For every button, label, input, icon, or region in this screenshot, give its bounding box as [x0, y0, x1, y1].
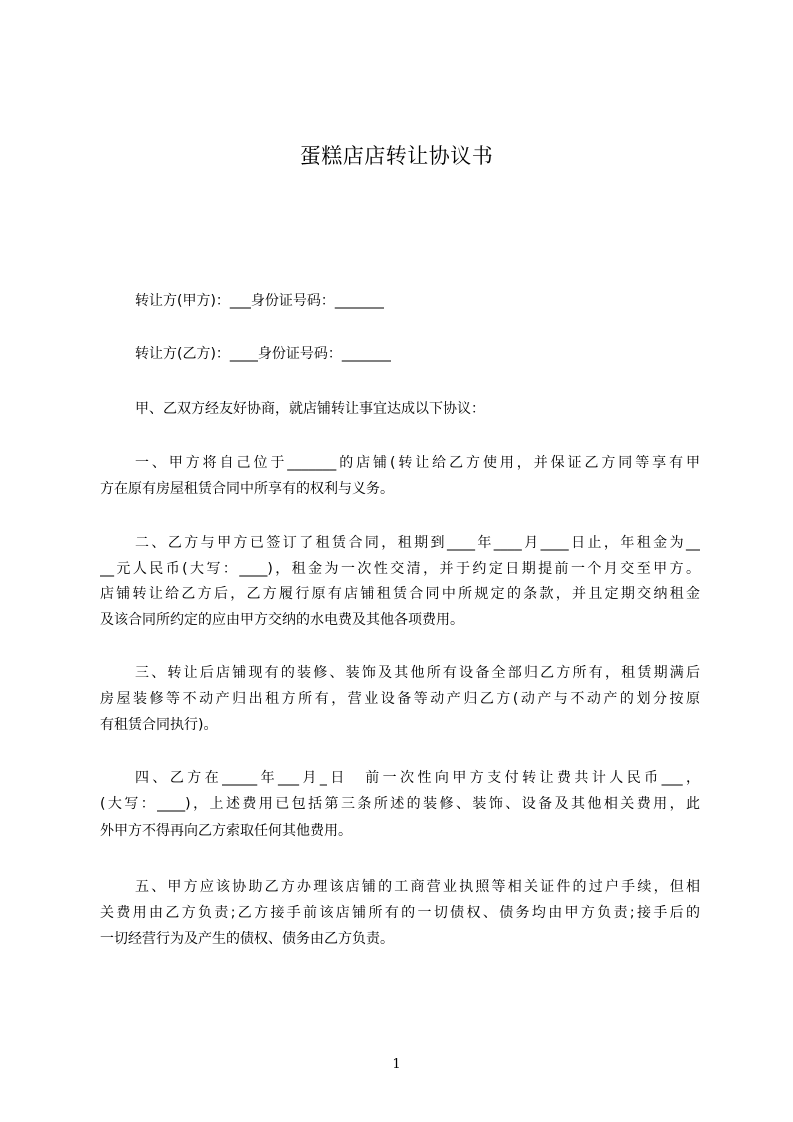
- intro-line: 甲、乙双方经友好协商，就店铺转让事宜达成以下协议：: [135, 401, 485, 417]
- clause2-line: 店铺转让给乙方后，乙方履行原有店铺租赁合同中所规定的条款，并且定期交纳租金: [100, 586, 700, 602]
- document-title: 蛋糕店店转让协议书: [299, 144, 494, 168]
- clause4-line: (大写：____)，上述费用已包括第三条所述的装修、装饰、设备及其他相关费用，此: [100, 796, 700, 812]
- clause3-line: 有租赁合同执行)。: [100, 717, 218, 733]
- clause1-line: 方在原有房屋租赁合同中所享有的权利与义务。: [100, 481, 394, 497]
- clause2-line: 二、乙方与甲方已签订了租赁合同，租期到____年____月____日止，年租金为__: [135, 535, 700, 551]
- clause3-line: 三、转让后店铺现有的装修、装饰及其他所有设备全部归乙方所有，租赁期满后: [135, 665, 700, 681]
- clause2-line: 及该合同所约定的应由甲方交纳的水电费及其他各项费用。: [100, 612, 464, 628]
- clause5-line: 一切经营行为及产生的债权、债务由乙方负责。: [100, 931, 394, 947]
- clause2-line: __元人民币(大写：____)，租金为一次性交清，并于约定日期提前一个月交至甲方。: [100, 561, 700, 577]
- clause5-line: 关费用由乙方负责;乙方接手前该店铺所有的一切债权、债务均由甲方负责;接手后的: [100, 905, 700, 921]
- clause4-line: 四、乙方在_____年___月_日 前一次性向甲方支付转让费共计人民币___，: [135, 770, 700, 786]
- party-b-line: 转让方(乙方)：____身份证号码：_______: [135, 346, 391, 362]
- page-number: 1: [392, 1057, 401, 1072]
- clause5-line: 五、甲方应该协助乙方办理该店铺的工商营业执照等相关证件的过户手续，但相: [135, 879, 700, 895]
- clause4-line: 外甲方不得再向乙方索取任何其他费用。: [100, 823, 352, 839]
- clause1-line: 一、甲方将自己位于_______的店铺(转让给乙方使用，并保证乙方同等享有甲: [135, 455, 700, 471]
- clause3-line: 房屋装修等不动产归出租方所有，营业设备等动产归乙方(动产与不动产的划分按原: [100, 691, 700, 707]
- party-a-line: 转让方(甲方)：___身份证号码：_______: [135, 293, 384, 309]
